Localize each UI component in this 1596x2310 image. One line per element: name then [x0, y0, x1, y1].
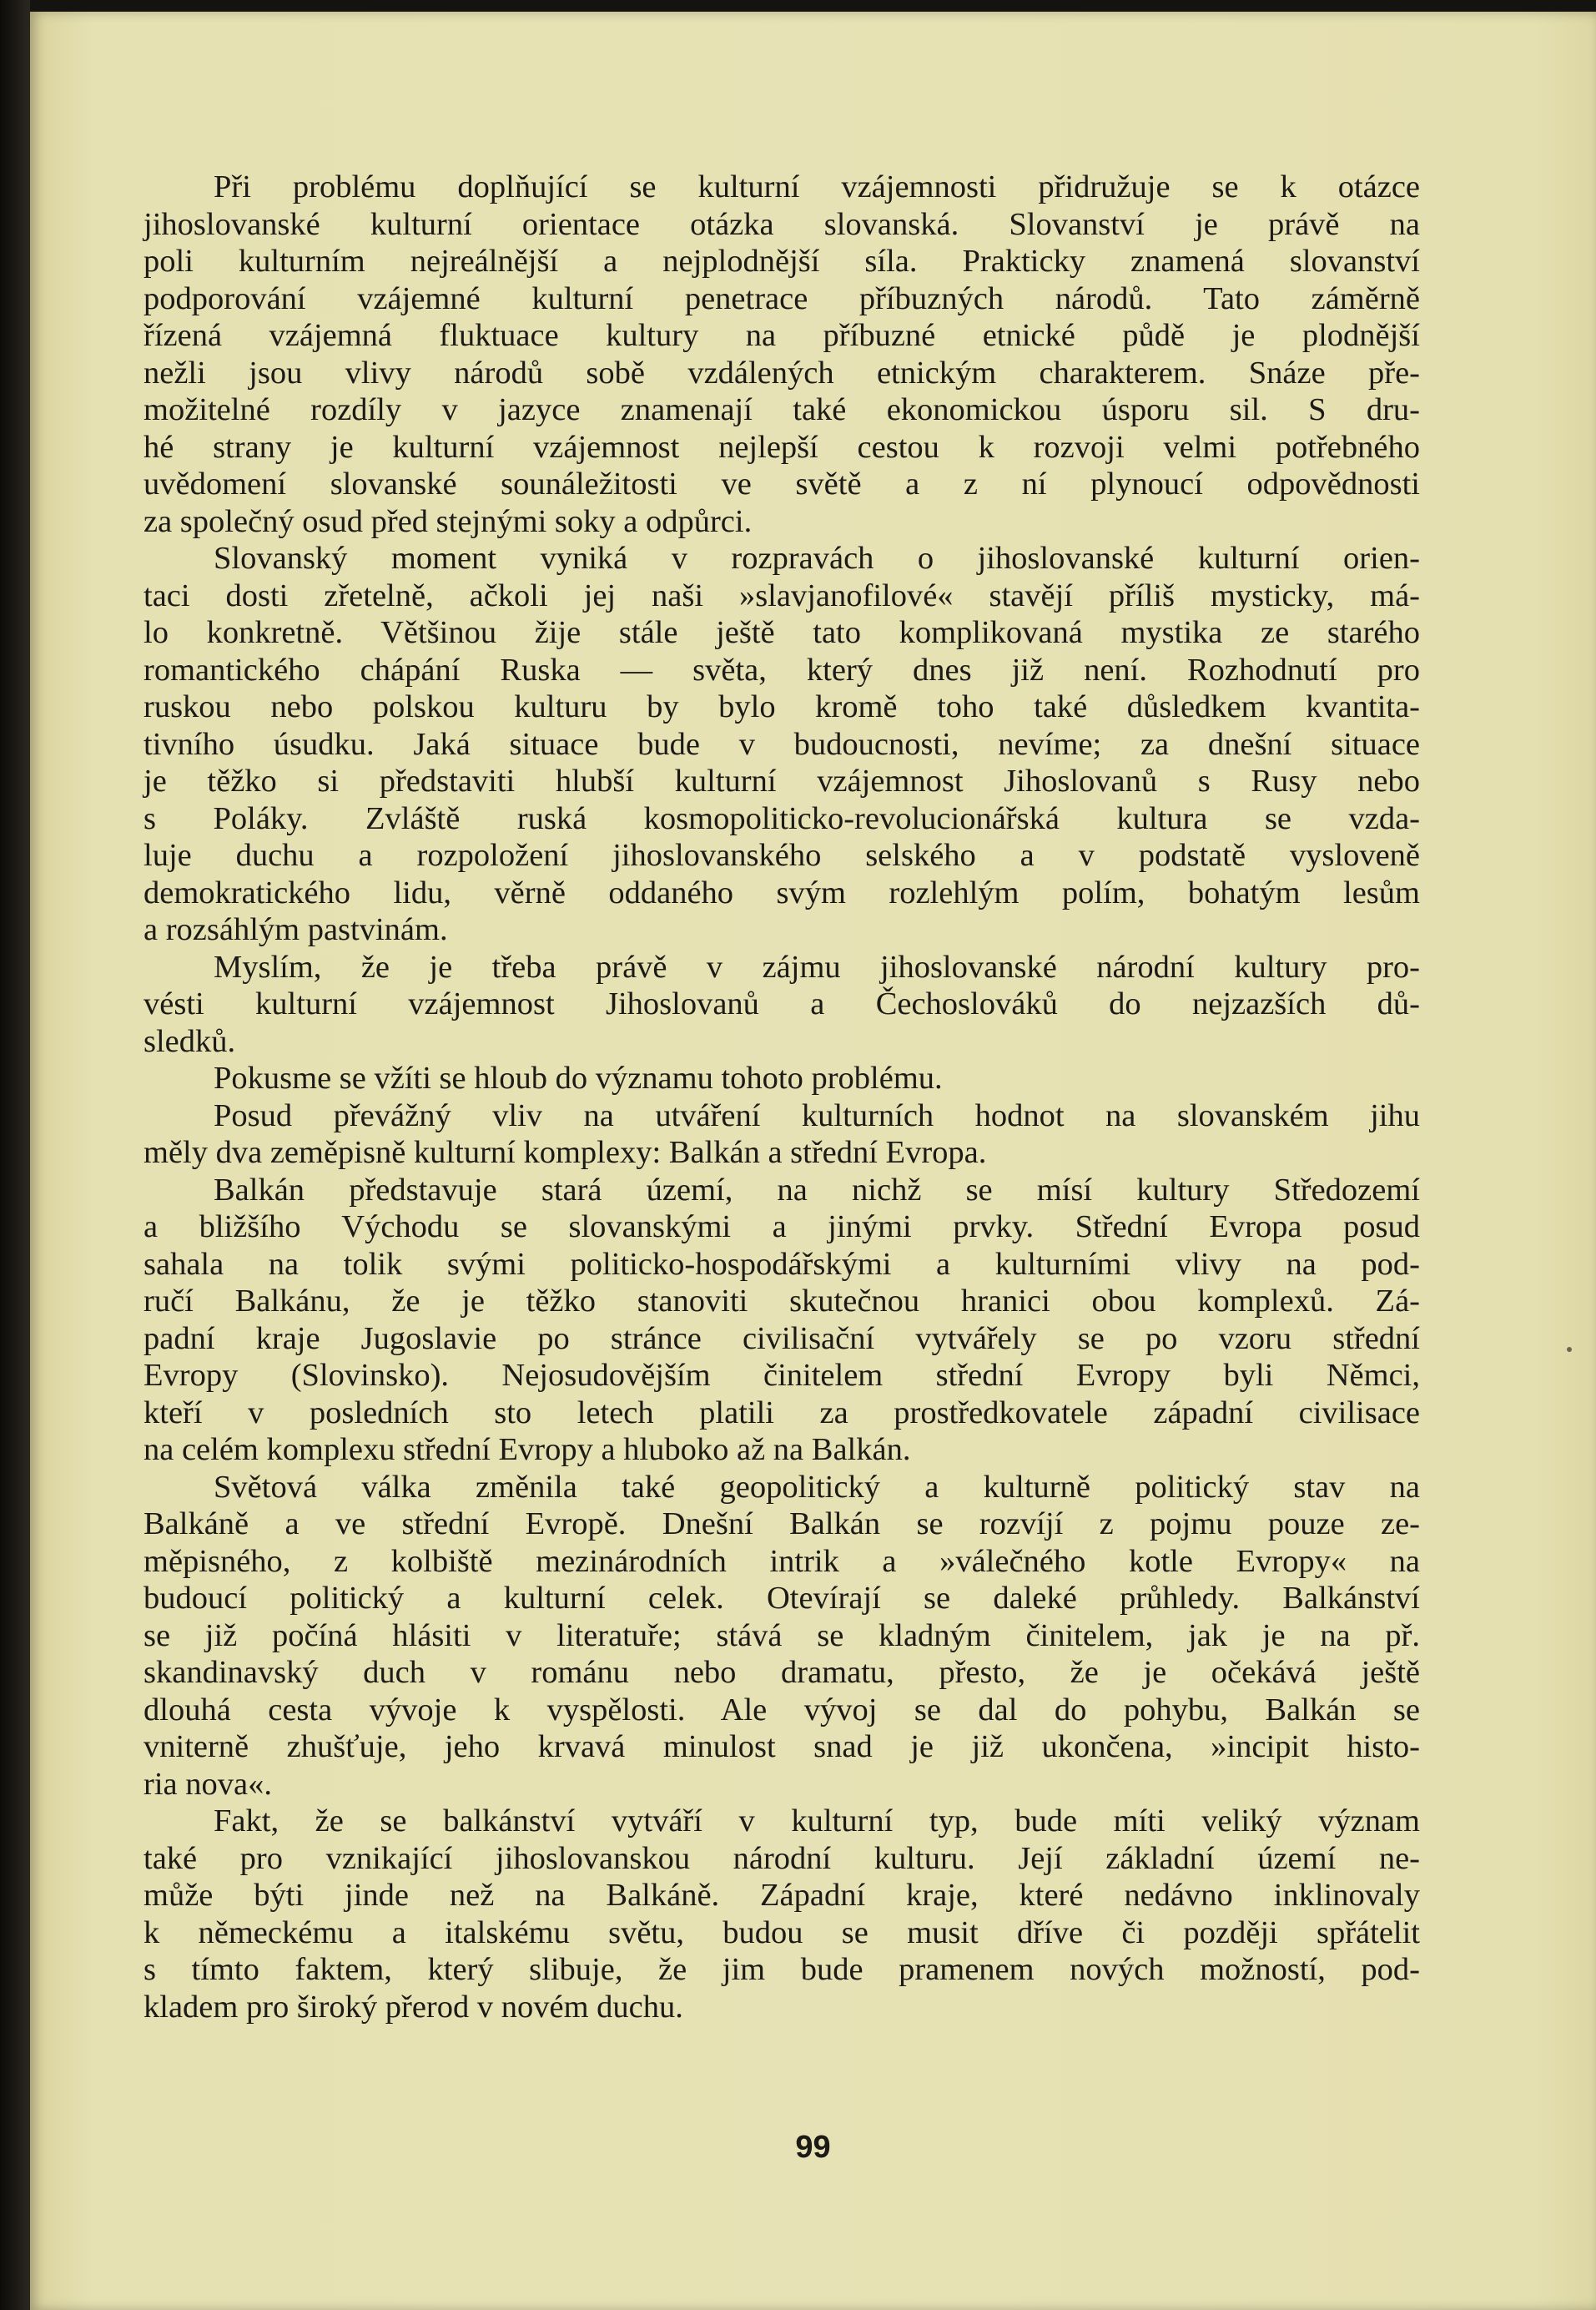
text-line: je těžko si představiti hlubší kulturní vzájemnost Jihoslovanů s Rusy nebo — [143, 764, 1420, 799]
paragraph — [143, 1469, 1420, 1803]
paragraph — [143, 1803, 1420, 2025]
text-line: jihoslovanské kulturní orientace otázka slovanská. Slovanství je právě na — [143, 206, 1420, 242]
text-line: demokratického lidu, věrně oddaného svým rozlehlým polím, bohatým lesům — [143, 875, 1420, 910]
text-line: tivního úsudku. Jaká situace bude v budoucnosti, nevíme; za dnešní situace — [143, 726, 1420, 762]
text-line: dlouhá cesta vývoje k vyspělosti. Ale vývoj se dal do pohybu, Balkán se — [143, 1692, 1420, 1727]
paragraph — [143, 1097, 1420, 1172]
text-line: podporování vzájemné kulturní penetrace příbuzných národů. Tato záměrně — [143, 280, 1420, 316]
text-line: uvědomení slovanské sounáležitosti ve světě a z ní plynoucí odpovědnosti — [143, 467, 1420, 502]
text-line: k německému a italskému světu, budou se musit dříve či později spřátelit — [143, 1914, 1420, 1950]
page-number: 99 — [795, 2130, 831, 2165]
text-line: vésti kulturní vzájemnost Jihoslovanů a Čechoslováků do nejzazších dů- — [143, 986, 1420, 1021]
page-text — [143, 169, 1420, 2025]
text-line: Posud převážný vliv na utváření kulturních hodnot na slovanském jihu — [214, 1097, 1420, 1133]
text-line: Světová válka změnila také geopolitický a kulturně politický stav na — [214, 1469, 1420, 1505]
paragraph — [143, 1172, 1420, 1469]
text-line: sledků. — [143, 1023, 236, 1059]
text-line: budoucí politický a kulturní celek. Otevírají se daleké průhledy. Balkánství — [143, 1581, 1420, 1616]
text-line: ručí Balkánu, že je těžko stanoviti skutečnou hranici obou komplexů. Zá- — [143, 1284, 1420, 1319]
text-line: na celém komplexu střední Evropy a hluboko až na Balkán. — [143, 1432, 911, 1467]
text-line: Fakt, že se balkánství vytváří v kulturní typ, bude míti veliký význam — [214, 1803, 1420, 1838]
text-line: Balkáně a ve střední Evropě. Dnešní Balkán se rozvíjí z pojmu pouze ze- — [143, 1506, 1420, 1541]
text-line: a rozsáhlým pastvinám. — [143, 912, 448, 947]
text-line: měly dva zeměpisně kulturní komplexy: Balkán a střední Evropa. — [143, 1135, 987, 1170]
text-line: taci dosti zřetelně, ačkoli jej naši »slavjanofilové« stavějí příliš mysticky, má- — [143, 578, 1420, 613]
text-line: skandinavský duch v románu nebo dramatu, přesto, že je očekává ještě — [143, 1655, 1420, 1690]
text-line: může býti jinde než na Balkáně. Západní kraje, které nedávno inklinovaly — [143, 1878, 1420, 1913]
text-line: kladem pro široký přerod v novém duchu. — [143, 1989, 683, 2025]
text-line: s tímto faktem, který slibuje, že jim bude pramenem nových možností, pod- — [143, 1952, 1420, 1987]
text-line: Evropy (Slovinsko). Nejosudovějším činitelem střední Evropy byli Němci, — [143, 1358, 1420, 1393]
text-line: ruskou nebo polskou kulturu by bylo kromě toho také důsledkem kvantita- — [143, 689, 1420, 724]
text-line: možitelné rozdíly v jazyce znamenají také ekonomickou úsporu sil. S dru- — [143, 392, 1420, 427]
text-line: za společný osud před stejnými soky a odpůrci. — [143, 503, 753, 539]
text-line: měpisného, z kolbiště mezinárodních intrik a »válečného kotle Evropy« na — [143, 1543, 1420, 1579]
paragraph — [143, 540, 1420, 949]
paper-speck — [1567, 1347, 1572, 1352]
book-binding-edge — [0, 0, 30, 2310]
text-line: Při problému doplňující se kulturní vzájemnosti přidružuje se k otázce — [214, 169, 1420, 204]
text-line: hé strany je kulturní vzájemnost nejlepší cestou k rozvoji velmi potřebného — [143, 429, 1420, 465]
book-top-edge — [30, 0, 1596, 12]
text-line: padní kraje Jugoslavie po stránce civilisační vytvářely se po vzoru střední — [143, 1320, 1420, 1356]
text-line: řízená vzájemná fluktuace kultury na příbuzné etnické půdě je plodnější — [143, 318, 1420, 353]
text-line: také pro vznikající jihoslovanskou národní kulturu. Její základní území ne- — [143, 1840, 1420, 1876]
text-line: ria nova«. — [143, 1766, 272, 1802]
paragraph — [143, 169, 1420, 540]
text-line: sahala na tolik svými politicko-hospodářskými a kulturními vlivy na pod- — [143, 1246, 1420, 1282]
text-line: nežli jsou vlivy národů sobě vzdálených etnickým charakterem. Snáze pře- — [143, 355, 1420, 391]
text-line: Pokusme se vžíti se hloub do významu tohoto problému. — [214, 1061, 943, 1096]
book-page — [30, 12, 1596, 2310]
text-line: Balkán představuje stará území, na nichž se mísí kultury Středozemí — [214, 1172, 1420, 1208]
paragraph — [143, 949, 1420, 1061]
text-line: se již počíná hlásiti v literatuře; stává se kladným činitelem, jak je na př. — [143, 1617, 1420, 1653]
text-line: poli kulturním nejreálnější a nejplodnější síla. Prakticky znamená slovanství — [143, 244, 1420, 279]
text-line: s Poláky. Zvláště ruská kosmopoliticko-revolucionářská kultura se vzda- — [143, 800, 1420, 836]
text-line: kteří v posledních sto letech platili za prostředkovatele západní civilisace — [143, 1395, 1420, 1430]
text-line: Myslím, že je třeba právě v zájmu jihoslovanské národní kultury pro- — [214, 949, 1420, 985]
text-line: vniterně zhušťuje, jeho krvavá minulost snad je již ukončena, »incipit histo- — [143, 1729, 1420, 1764]
text-line: a bližšího Východu se slovanskými a jinými prvky. Střední Evropa posud — [143, 1209, 1420, 1244]
text-line: lo konkretně. Většinou žije stále ještě tato komplikovaná mystika ze starého — [143, 615, 1420, 650]
text-line: Slovanský moment vyniká v rozpravách o jihoslovanské kulturní orien- — [214, 541, 1420, 576]
paragraph — [143, 1060, 1420, 1097]
text-line: romantického chápání Ruska — světa, který dnes již není. Rozhodnutí pro — [143, 652, 1420, 688]
text-line: luje duchu a rozpoložení jihoslovanského selského a v podstatě vysloveně — [143, 838, 1420, 873]
